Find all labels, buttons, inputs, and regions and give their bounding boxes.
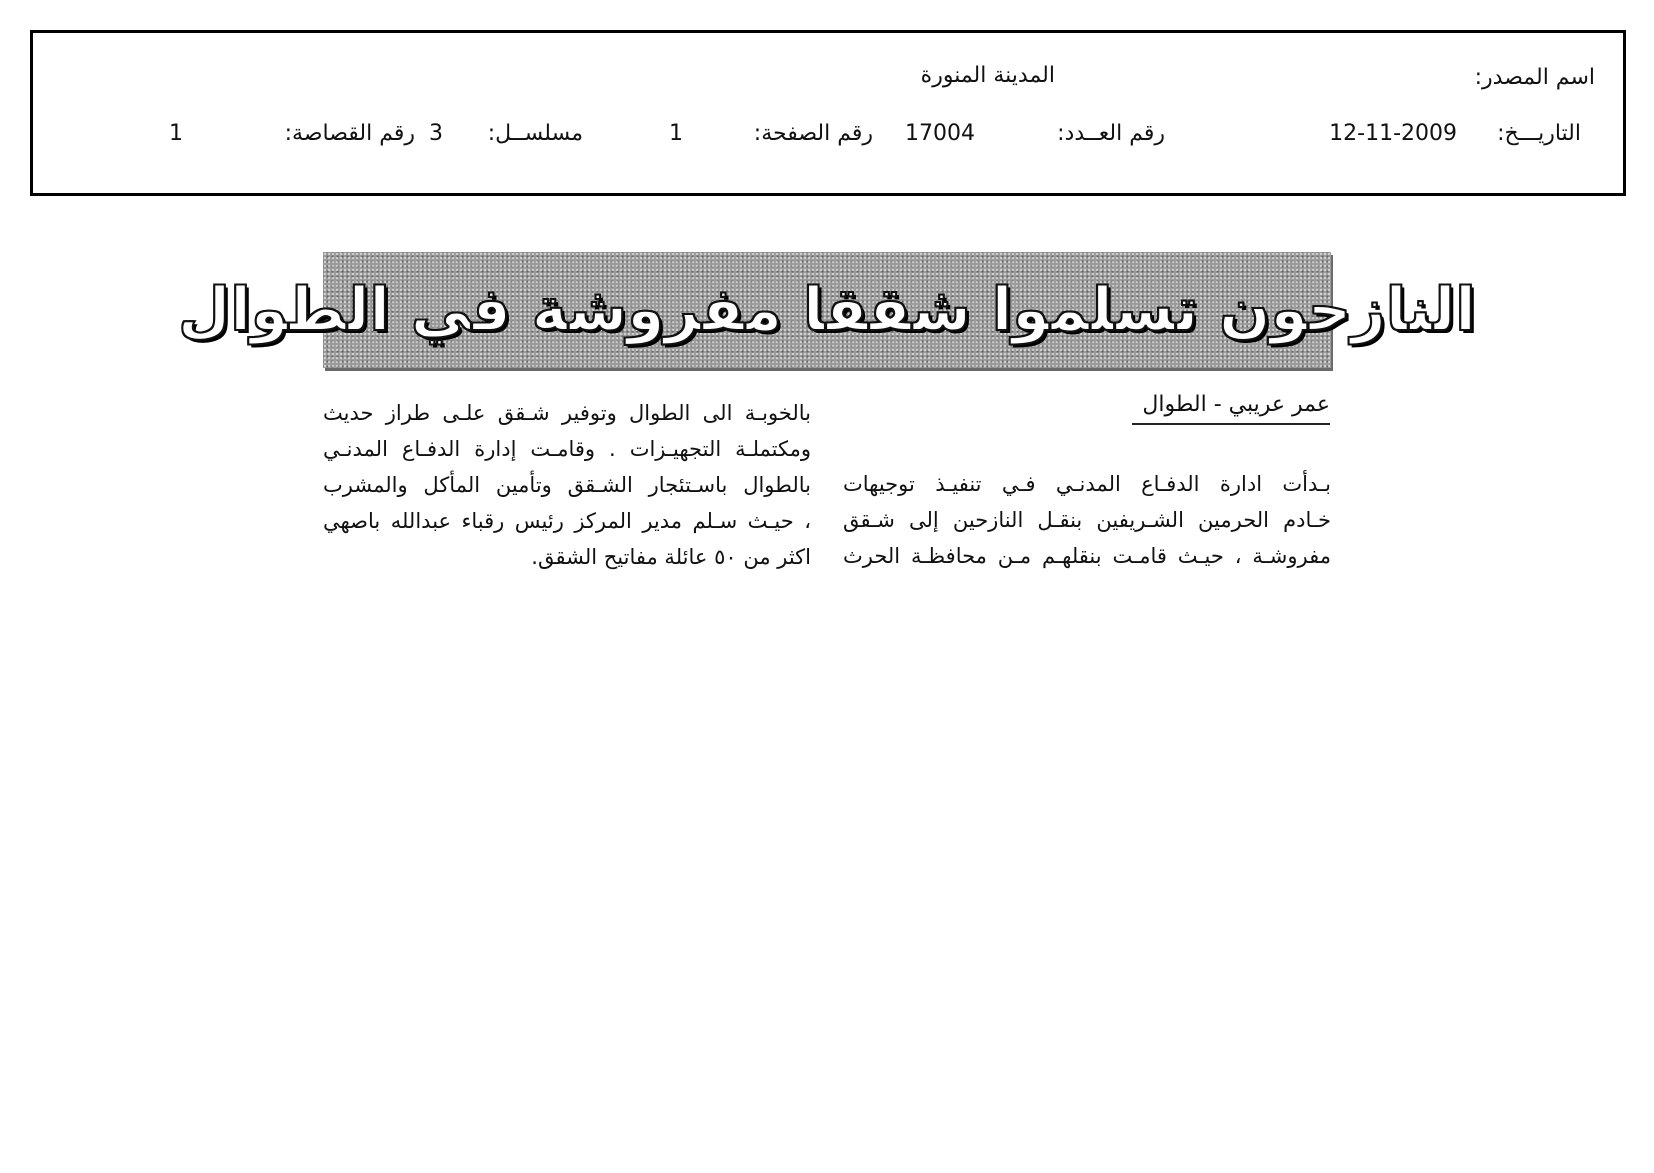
body-line: بالطوال باسـتئجار الشـقق وتأمين المأكل والمشرب — [323, 473, 811, 497]
source-value: المدينة المنورة — [920, 63, 1055, 88]
date-value: 12-11-2009 — [1329, 121, 1457, 146]
issue-label: رقم العــدد: — [1057, 121, 1165, 146]
article-column-left — [323, 395, 811, 575]
article-column-right — [843, 466, 1331, 574]
body-line: خـادم الحرمين الشـريفين بنقـل النازحين إلى شـقق — [843, 508, 1331, 532]
source-label: اسم المصدر: — [1474, 65, 1595, 90]
date-label: التاريـــخ: — [1497, 121, 1581, 146]
issue-value: 17004 — [905, 121, 975, 146]
headline: النازحون تسلموا شققا مفروشة في الطوال — [178, 275, 1476, 345]
body-line: ومكتملـة التجهيـزات . وقامـت إدارة الدفـاع المدنـي — [323, 437, 811, 461]
body-line: ، حيـث سـلم مدير المركز رئيس رقباء عبدالله باصهي — [323, 509, 811, 533]
page-label: رقم الصفحة: — [753, 121, 873, 146]
serial-label: مسلســل: — [487, 121, 583, 146]
serial-value: 3 — [429, 121, 443, 146]
headline-banner — [178, 252, 1476, 368]
body-line: بالخوبـة الى الطوال وتوفير شـقق علـى طراز حديث — [323, 401, 811, 425]
body-line: بـدأت ادارة الدفـاع المدنـي فـي تنفيـذ توجيهات — [843, 472, 1331, 496]
body-line: مفروشـة ، حيـث قامـت بنقلهـم مـن محافظـة الحرث — [843, 544, 1331, 568]
clipping-metadata-box — [30, 30, 1626, 196]
body-line: اكثر من ٥٠ عائلة مفاتيح الشقق. — [531, 545, 811, 569]
page-value: 1 — [669, 121, 683, 146]
clip-label: رقم القصاصة: — [284, 121, 415, 146]
clip-value: 1 — [169, 121, 183, 146]
byline: عمر عريبي - الطوال — [1132, 392, 1330, 425]
